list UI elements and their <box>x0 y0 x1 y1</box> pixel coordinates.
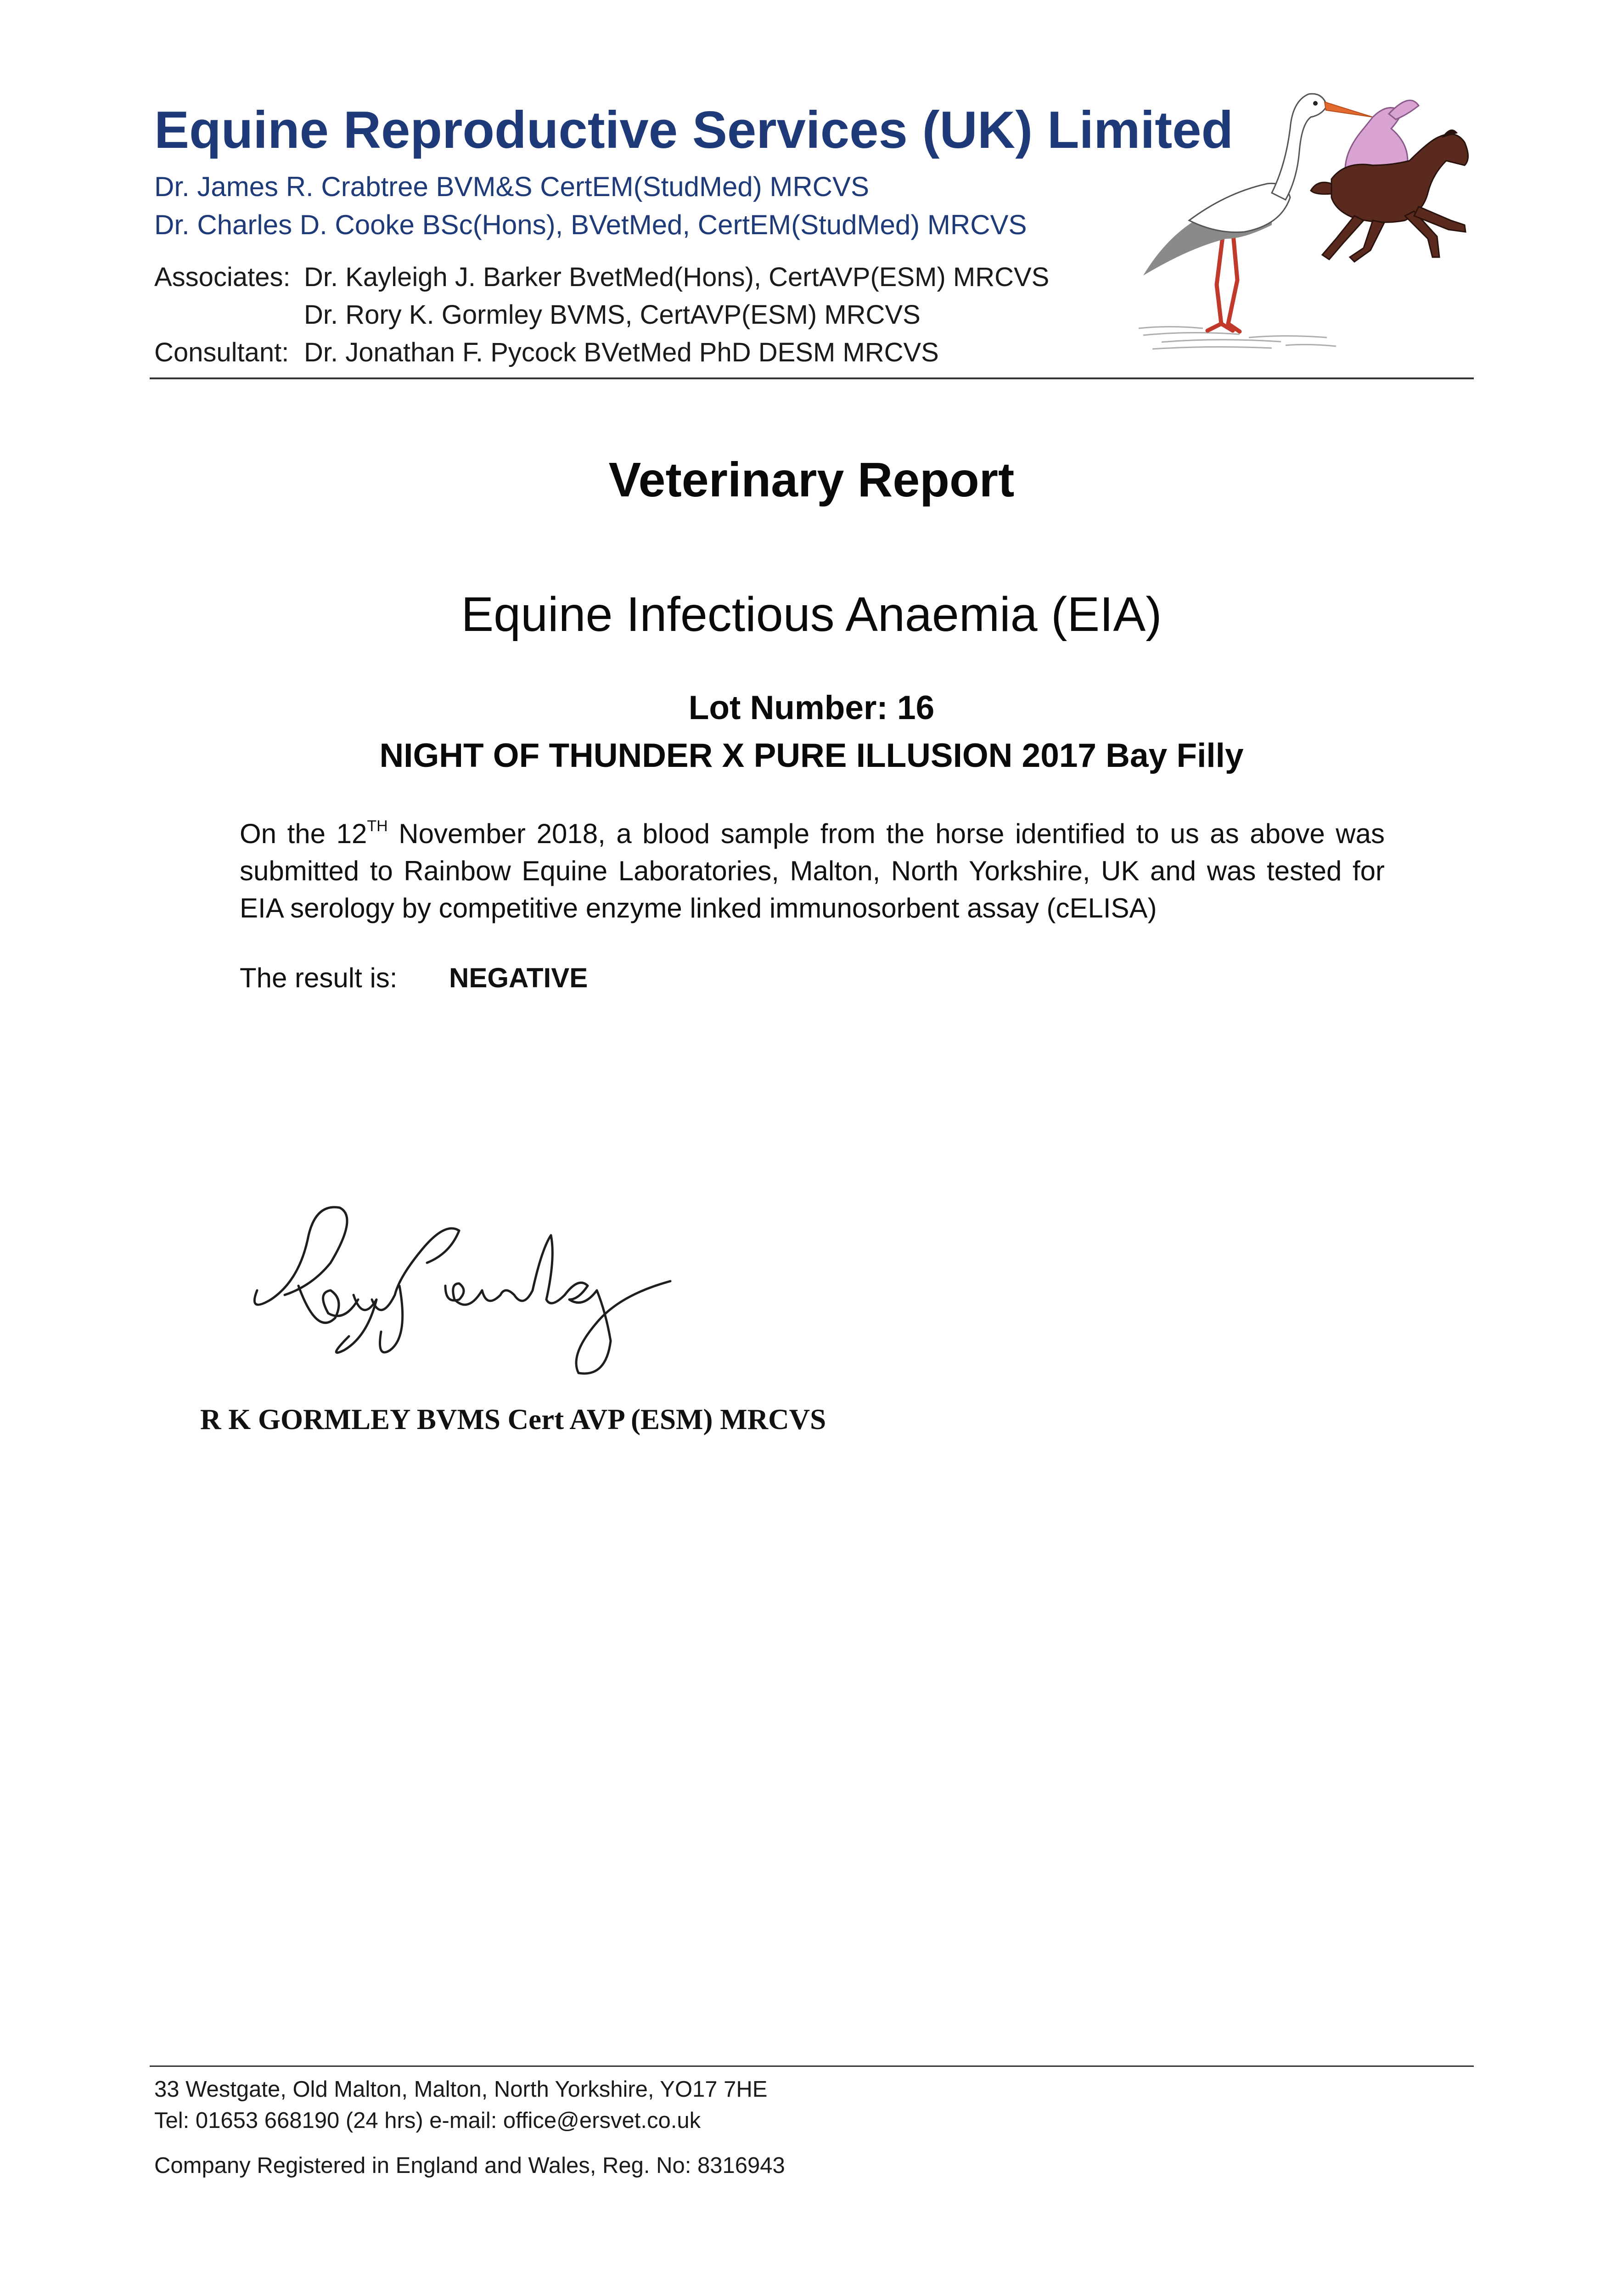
associate-line: Dr. Kayleigh J. Barker BvetMed(Hons), CertAVP(ESM) MRCVS <box>304 262 1050 292</box>
result-label: The result is: <box>240 962 398 993</box>
report-subtitle: Equine Infectious Anaemia (EIA) <box>461 587 1162 642</box>
footer-address: 33 Westgate, Old Malton, Malton, North Yorkshire, YO17 7HE <box>154 2077 768 2102</box>
stork-carrying-foal-logo <box>1134 73 1483 358</box>
company-name: Equine Reproductive Services (UK) Limited <box>154 101 1234 159</box>
para-body: November 2018, a blood sample from the horse identified to us as above was submitted to Rainbow Equine Laboratories, Malton, North Yorkshire, UK and was tested for EIA serology by competitive enzyme linked immunosorbent assay (cELISA) <box>240 818 1385 923</box>
director-line: Dr. Charles D. Cooke BSc(Hons), BVetMed, CertEM(StudMed) MRCVS <box>154 209 1027 240</box>
signatory-name: R K GORMLEY BVMS Cert AVP (ESM) MRCVS <box>200 1403 826 1435</box>
date-ordinal-suffix: TH <box>367 817 388 835</box>
handwritten-signature <box>230 1185 716 1405</box>
associates-label: Associates: <box>154 262 291 292</box>
report-paragraph <box>240 815 1385 927</box>
associate-line: Dr. Rory K. Gormley BVMS, CertAVP(ESM) MRCVS <box>304 300 921 330</box>
consultant-line: Dr. Jonathan F. Pycock BVetMed PhD DESM MRCVS <box>304 338 939 367</box>
horse-identification: NIGHT OF THUNDER X PURE ILLUSION 2017 Bay Filly <box>379 737 1244 774</box>
director-line: Dr. James R. Crabtree BVM&S CertEM(StudMed) MRCVS <box>154 171 870 202</box>
para-prefix: On the 12 <box>240 818 367 849</box>
consultant-label: Consultant: <box>154 338 289 367</box>
report-title: Veterinary Report <box>608 453 1015 507</box>
footer-divider <box>150 2065 1474 2067</box>
footer-contact: Tel: 01653 668190 (24 hrs) e-mail: office@ersvet.co.uk <box>154 2108 701 2133</box>
header-divider <box>150 377 1474 379</box>
result-value: NEGATIVE <box>449 962 588 993</box>
lot-number: Lot Number: 16 <box>688 689 935 726</box>
footer-registration: Company Registered in England and Wales, Reg. No: 8316943 <box>154 2153 785 2178</box>
